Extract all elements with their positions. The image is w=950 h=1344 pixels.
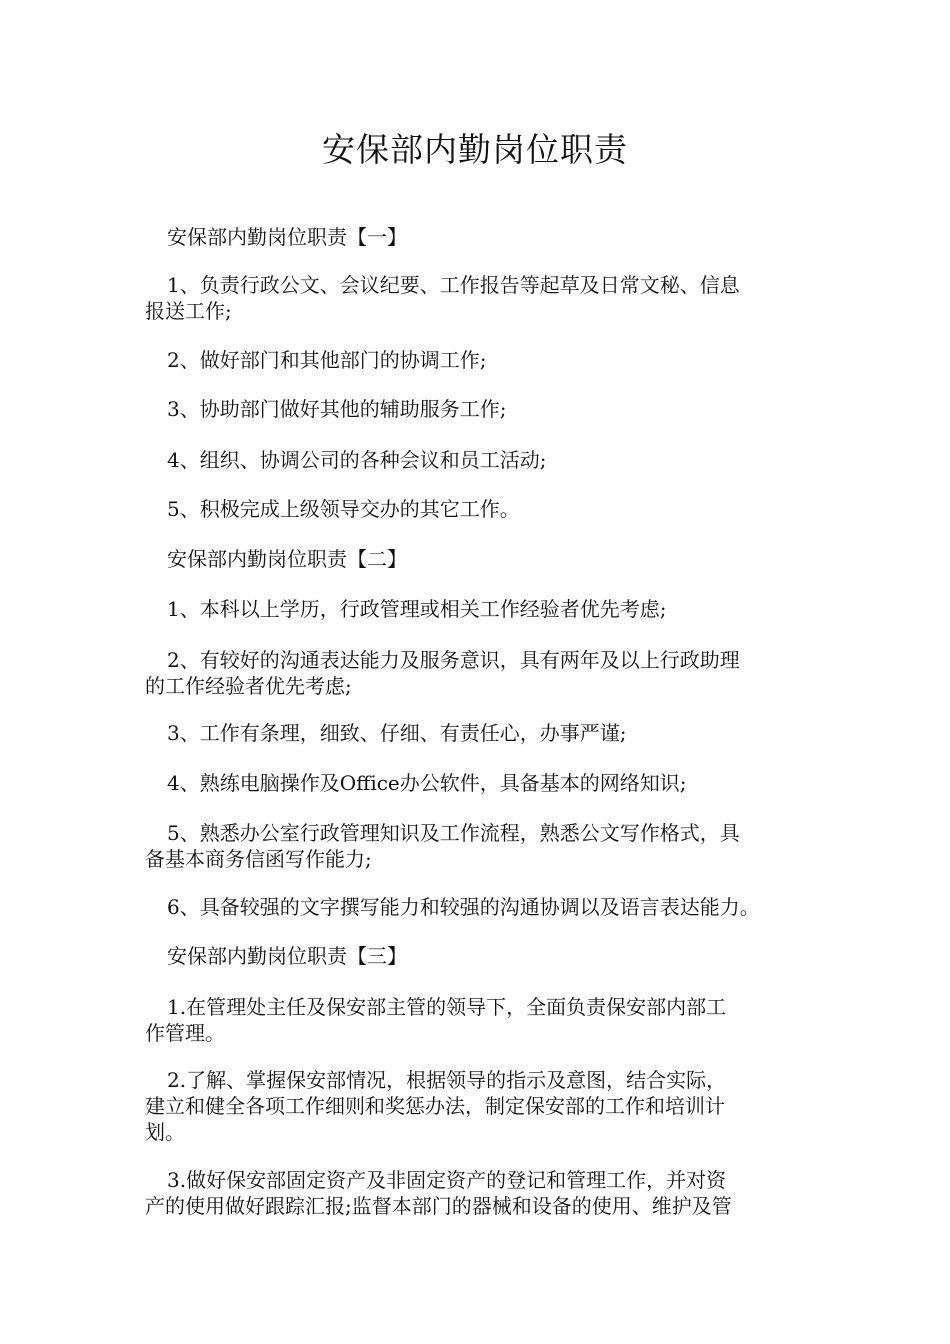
paragraph-line: 5、积极完成上级领导交办的其它工作。 bbox=[167, 497, 520, 521]
paragraph-line: 3.做好保安部固定资产及非固定资产的登记和管理工作，并对资 bbox=[167, 1168, 727, 1192]
paragraph-line: 1、本科以上学历，行政管理或相关工作经验者优先考虑; bbox=[167, 597, 667, 621]
paragraph-line: 报送工作; bbox=[145, 299, 232, 323]
paragraph bbox=[145, 720, 810, 746]
paragraph-line: 2、有较好的沟通表达能力及服务意识，具有两年及以上行政助理 bbox=[167, 648, 740, 672]
section-heading-text: 安保部内勤岗位职责【一】 bbox=[167, 225, 407, 249]
paragraph-line: 2、做好部门和其他部门的协调工作; bbox=[167, 348, 487, 372]
section-heading bbox=[145, 546, 810, 572]
document-title: 安保部内勤岗位职责 bbox=[322, 130, 628, 169]
paragraph-line: 4、熟练电脑操作及Office办公软件，具备基本的网络知识; bbox=[167, 771, 687, 795]
paragraph bbox=[145, 770, 810, 796]
paragraph-line: 4、组织、协调公司的各种会议和员工活动; bbox=[167, 448, 547, 472]
section-heading-text: 安保部内勤岗位职责【三】 bbox=[167, 944, 407, 968]
section-heading-text: 安保部内勤岗位职责【二】 bbox=[167, 547, 407, 571]
paragraph bbox=[145, 1067, 810, 1145]
paragraph bbox=[145, 647, 810, 699]
paragraph-line: 1.在管理处主任及保安部主管的领导下，全面负责保安部内部工 bbox=[167, 995, 727, 1019]
paragraph bbox=[145, 347, 810, 373]
paragraph-line: 备基本商务信函写作能力; bbox=[145, 847, 372, 871]
paragraph-line: 建立和健全各项工作细则和奖惩办法，制定保安部的工作和培训计 bbox=[145, 1094, 725, 1118]
paragraph-line: 3、工作有条理，细致、仔细、有责任心，办事严谨; bbox=[167, 721, 627, 745]
paragraph bbox=[145, 496, 810, 522]
paragraph-line: 3、协助部门做好其他的辅助服务工作; bbox=[167, 397, 507, 421]
section-heading bbox=[145, 943, 810, 969]
paragraph bbox=[145, 272, 810, 324]
paragraph-line: 作管理。 bbox=[145, 1021, 225, 1045]
paragraph bbox=[145, 447, 810, 473]
section-heading bbox=[145, 224, 810, 250]
paragraph bbox=[145, 596, 810, 622]
paragraph-line: 5、熟悉办公室行政管理知识及工作流程，熟悉公文写作格式，具 bbox=[167, 821, 740, 845]
paragraph bbox=[145, 396, 810, 422]
paragraph-line: 产的使用做好跟踪汇报;监督本部门的器械和设备的使用、维护及管 bbox=[145, 1194, 732, 1218]
paragraph-line: 2.了解、掌握保安部情况，根据领导的指示及意图，结合实际， bbox=[167, 1068, 727, 1092]
paragraph-line: 1、负责行政公文、会议纪要、工作报告等起草及日常文秘、信息 bbox=[167, 273, 740, 297]
paragraph-line: 6、具备较强的文字撰写能力和较强的沟通协调以及语言表达能力。 bbox=[167, 895, 760, 919]
paragraph bbox=[145, 1167, 810, 1219]
paragraph bbox=[145, 820, 810, 872]
paragraph bbox=[145, 894, 810, 920]
paragraph bbox=[145, 994, 810, 1046]
paragraph-line: 划。 bbox=[145, 1120, 185, 1144]
paragraph-line: 的工作经验者优先考虑; bbox=[145, 674, 352, 698]
